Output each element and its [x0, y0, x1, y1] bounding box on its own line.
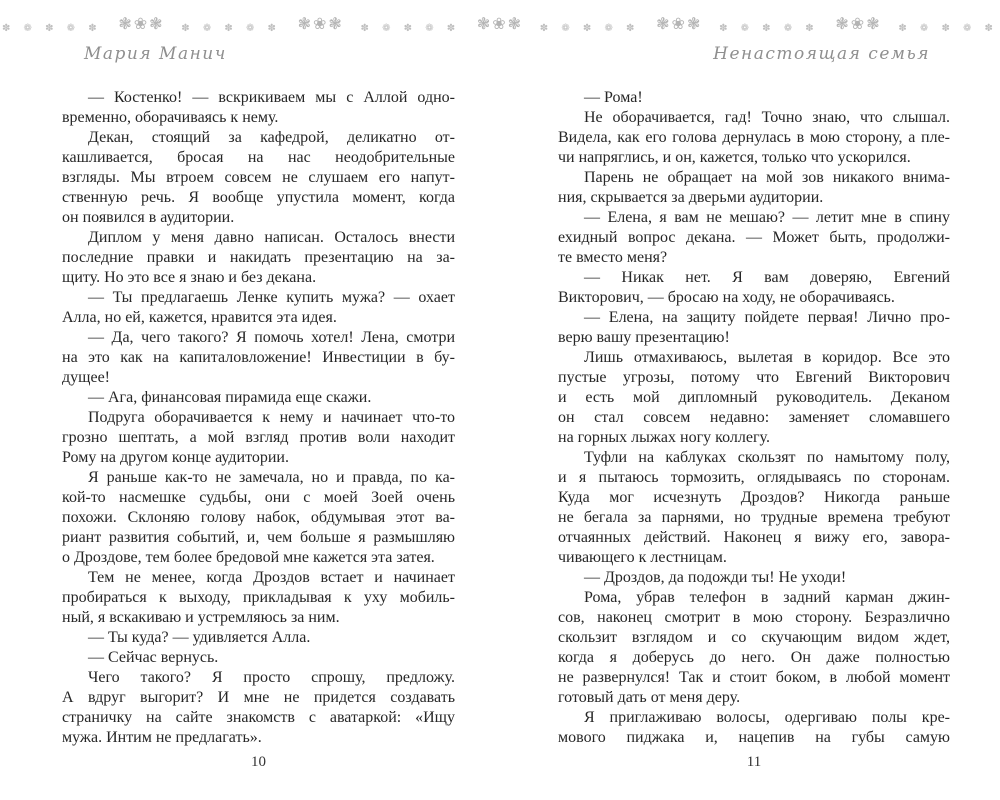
text-line: чи напряглись, и он, кажется, только что ускорился.: [558, 149, 911, 166]
text-line: — Ага, финансовая пирамида еще скажи.: [88, 389, 372, 406]
text-line: — Сейчас вернусь.: [88, 649, 219, 666]
text-line: те вместо меня?: [558, 249, 668, 266]
garland-swag-icon: ✽ ❁ ✽ ❁ ✽: [539, 23, 640, 34]
text-line: отчаянных действий. Наконец я вижу его, завора-: [558, 529, 950, 546]
text-line: и я пытаюсь тормозить, оглядываясь по сторонам.: [558, 469, 950, 486]
garland-swag-icon: ✽ ❁ ✽ ❁ ✽: [719, 23, 819, 34]
text-line: Тем не менее, когда Дроздов встает и начинает: [88, 569, 455, 586]
text-line: кой-то насмешке судьбы, они с моей Зоей очень: [62, 489, 455, 506]
text-line: Чего такого? Я просто спрошу, предложу.: [88, 669, 455, 686]
flower-cluster-icon: ❃❀❃: [835, 14, 882, 33]
text-line: когда я доберусь до него. Он даже полностью: [558, 649, 950, 666]
text-line: Алла, но ей, кажется, нравится эта идея.: [62, 309, 337, 326]
flower-cluster-icon: ❃❀❃: [656, 14, 703, 33]
text-line: пробираться к выходу, прикладывая к уху мобиль-: [62, 589, 455, 606]
text-line: верю вашу презентацию!: [558, 329, 730, 346]
running-head-book-title: Ненастоящая семья: [713, 44, 930, 64]
text-line: он стал совсем недавно: заменяет сломавшего: [558, 409, 950, 426]
text-line: — Елена, на защиту пойдете первая! Лично про-: [584, 309, 950, 326]
text-line: ния, скрывается за дверьми аудитории.: [558, 189, 824, 206]
text-line: мового пиджака и, нацепив на губы самую: [558, 729, 950, 746]
text-line: взгляды. Мы втроем совсем не слушаем его напут-: [62, 169, 455, 186]
text-line: страничку на сайте знакомств с аватаркой: «Ищу: [62, 709, 455, 726]
text-line: кашливается, бросая на нас неодобрительные: [62, 149, 455, 166]
text-line: Я раньше как-то не замечала, но и правда, по ка-: [88, 469, 455, 486]
text-line: ехидный вопрос декана. — Может быть, продолжи-: [558, 229, 950, 246]
text-line: дущее!: [62, 369, 110, 386]
garland-swag-icon: ✽ ❁ ✽ ❁ ✽: [181, 23, 281, 34]
text-line: Диплом у меня давно написан. Осталось внести: [88, 229, 455, 246]
text-line: похожи. Склоняю голову набок, обдумывая этот ва-: [62, 509, 455, 526]
page-left-text: [62, 88, 455, 748]
text-line: Видела, как его голова дернулась в мою сторону, а пле-: [558, 129, 950, 146]
text-line: Подруга оборачивается к нему и начинает что-то: [88, 409, 455, 426]
text-line: не развернулся! Так и стоит боком, в любой момент: [558, 669, 950, 686]
flower-cluster-icon: ❃❀❃: [297, 14, 344, 33]
text-line: пустые угрозы, потому что Евгений Викторович: [558, 369, 950, 386]
text-line: последние правки и накидать презентацию на за-: [62, 249, 455, 266]
text-line: — Елена, я вам не мешаю? — летит мне в спину: [584, 209, 950, 226]
text-line: готовый дать от меня деру.: [558, 689, 741, 706]
running-head-author: Мария Манич: [84, 44, 227, 64]
text-line: Декан, стоящий за кафедрой, деликатно от-: [88, 129, 455, 146]
text-line: на это как на капиталовложение! Инвестиции в бу-: [62, 349, 455, 366]
flower-cluster-icon: ❃❀❃: [476, 14, 524, 33]
text-line: риант развития событий, и, чем больше я размышляю: [62, 529, 455, 546]
text-line: Куда мог исчезнуть Дроздов? Никогда раньше: [558, 489, 950, 506]
text-line: — Костенко! — вскрикиваем мы с Аллой одно-: [88, 89, 455, 106]
text-line: — Ты куда? — удивляется Алла.: [88, 629, 311, 646]
text-line: скользит взглядом и со скучающим видом ждет,: [558, 629, 950, 646]
page-number-left: 10: [251, 754, 266, 770]
text-line: Рому на другом конце аудитории.: [62, 449, 289, 466]
text-line: — Дроздов, да подожди ты! Не уходи!: [584, 569, 847, 586]
text-line: Лишь отмахиваюсь, вылетая в коридор. Все это: [584, 349, 950, 366]
text-line: чивающего к лестницам.: [558, 549, 727, 566]
text-line: о Дроздове, тем более бредовой мне кажется эта затея.: [62, 549, 435, 566]
text-line: грозно шептать, а мой взгляд против воли находит: [62, 429, 455, 446]
text-line: Я приглаживаю волосы, одергиваю полы кре-: [584, 709, 950, 726]
text-line: — Никак нет. Я вам доверяю, Евгений: [584, 269, 950, 286]
text-line: и есть мой дипломный руководитель. Деканом: [558, 389, 950, 406]
text-line: на горных лыжах ногу коллегу.: [558, 429, 770, 446]
text-line: ственную речь. Я вообще упустила момент, когда: [62, 189, 455, 206]
floral-border: [0, 12, 1000, 44]
text-line: А вдруг выгорит? И мне не придется создавать: [62, 689, 455, 706]
text-line: сов, наконец смотрит в мою сторону. Безразлично: [558, 609, 950, 626]
text-line: щиту. Но это все я знаю и без декана.: [62, 269, 317, 286]
text-line: он появился в аудитории.: [62, 209, 235, 226]
text-line: Не оборачивается, гад! Точно знаю, что слышал.: [584, 109, 950, 126]
text-line: — Рома!: [584, 89, 643, 106]
flower-cluster-icon: ❃❀❃: [118, 14, 165, 33]
text-line: временно, оборачиваясь к нему.: [62, 109, 279, 126]
text-line: Туфли на каблуках скользят по намытому полу,: [584, 449, 950, 466]
text-line: Парень не обращает на мой зов никакого внима-: [584, 169, 950, 186]
text-line: мужа. Интим не предлагать».: [62, 729, 262, 746]
page-right-text: [558, 88, 950, 748]
garland-swag-icon: ✽ ❁ ✽ ❁ ✽: [360, 23, 461, 34]
text-line: не бегала за парнями, но трудные времена требуют: [558, 509, 950, 526]
garland-swag-icon: ✽ ❁ ✽ ❁ ✽: [2, 23, 102, 34]
text-line: ный, я вскакиваю и устремляюсь за ним.: [62, 609, 340, 626]
text-line: Викторович, — бросаю на ходу, не оборачиваясь.: [558, 289, 895, 306]
garland-swag-icon: ✽ ❁ ✽ ❁ ✽: [898, 23, 998, 34]
text-line: Рома, убрав телефон в задний карман джин-: [584, 589, 950, 606]
text-line: — Ты предлагаешь Ленке купить мужа? — охает: [88, 289, 455, 306]
page-number-right: 11: [746, 754, 762, 770]
text-line: — Да, чего такого? Я помочь хотел! Лена, смотри: [88, 329, 455, 346]
